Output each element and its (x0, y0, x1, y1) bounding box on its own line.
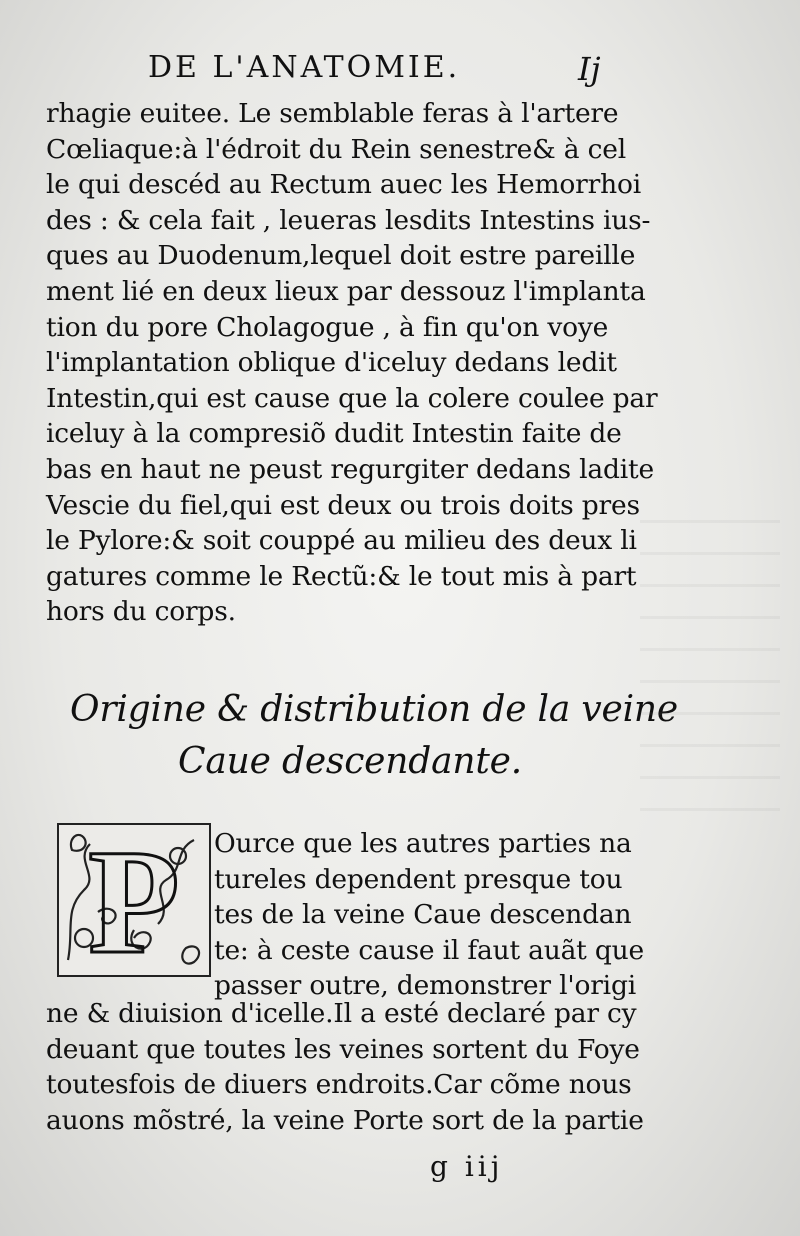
text-line: auons mõstré, la veine Porte sort de la partie (46, 1104, 644, 1136)
text-line: le Pylore:& soit couppé au milieu des deux li (46, 525, 637, 557)
text-line: Intestin,qui est cause que la colere coulee par (46, 382, 658, 414)
body-text (46, 96, 658, 630)
heading-line: Caue descendante. (178, 741, 522, 782)
text-line: rhagie euitee. Le semblable feras à l'artere (46, 98, 619, 129)
text-line: toutesfois de diuers endroits.Car cõme nous (46, 1069, 632, 1101)
text-line: le qui descéd au Rectum auec les Hemorrhoi (46, 169, 642, 201)
drop-cap-letter: P (88, 820, 180, 980)
text-line: te: à ceste cause il faut auãt que (214, 934, 644, 966)
initial-side-text (214, 826, 644, 1004)
text-line: tureles dependent presque tou (214, 863, 623, 895)
text-line: hors du corps. (46, 596, 236, 628)
text-line: Ource que les autres parties na (214, 828, 632, 859)
text-line: Vescie du fiel,qui est deux ou trois doits pres (46, 489, 640, 521)
running-head: DE L'ANATOMIE. (148, 50, 461, 85)
text-line: l'implantation oblique d'iceluy dedans ledit (46, 347, 617, 379)
text-line: gatures comme le Rectũ:& le tout mis à part (46, 560, 637, 592)
text-line: tes de la veine Caue descendan (214, 899, 632, 931)
text-line: bas en haut ne peust regurgiter dedans ladite (46, 453, 654, 485)
section-heading (70, 684, 679, 788)
text-line: ment lié en deux lieux par dessouz l'implanta (46, 275, 646, 307)
text-line: ques au Duodenum,lequel doit estre pareille (46, 240, 636, 272)
continuation-text (46, 996, 644, 1138)
folio-number: Ij (578, 50, 601, 88)
text-line: passer outre, demonstrer l'origi (214, 970, 636, 1002)
text-line: tion du pore Cholagogue , à fin qu'on voye (46, 311, 609, 343)
text-line: ne & diuision d'icelle.Il a esté declaré par cy (46, 998, 637, 1029)
text-line: deuant que toutes les veines sortent du Foye (46, 1033, 640, 1065)
show-through-shadow (640, 520, 780, 820)
signature-mark: g iij (430, 1150, 504, 1183)
heading-line: Origine & distribution de la veine (70, 689, 679, 730)
text-line: des : & cela fait , leueras lesdits Intestins ius- (46, 204, 651, 236)
text-line: iceluy à la compresiõ dudit Intestin faite de (46, 418, 622, 450)
text-line: Cœliaque:à l'édroit du Rein senestre& à cel (46, 133, 626, 165)
decorated-initial (54, 820, 214, 980)
